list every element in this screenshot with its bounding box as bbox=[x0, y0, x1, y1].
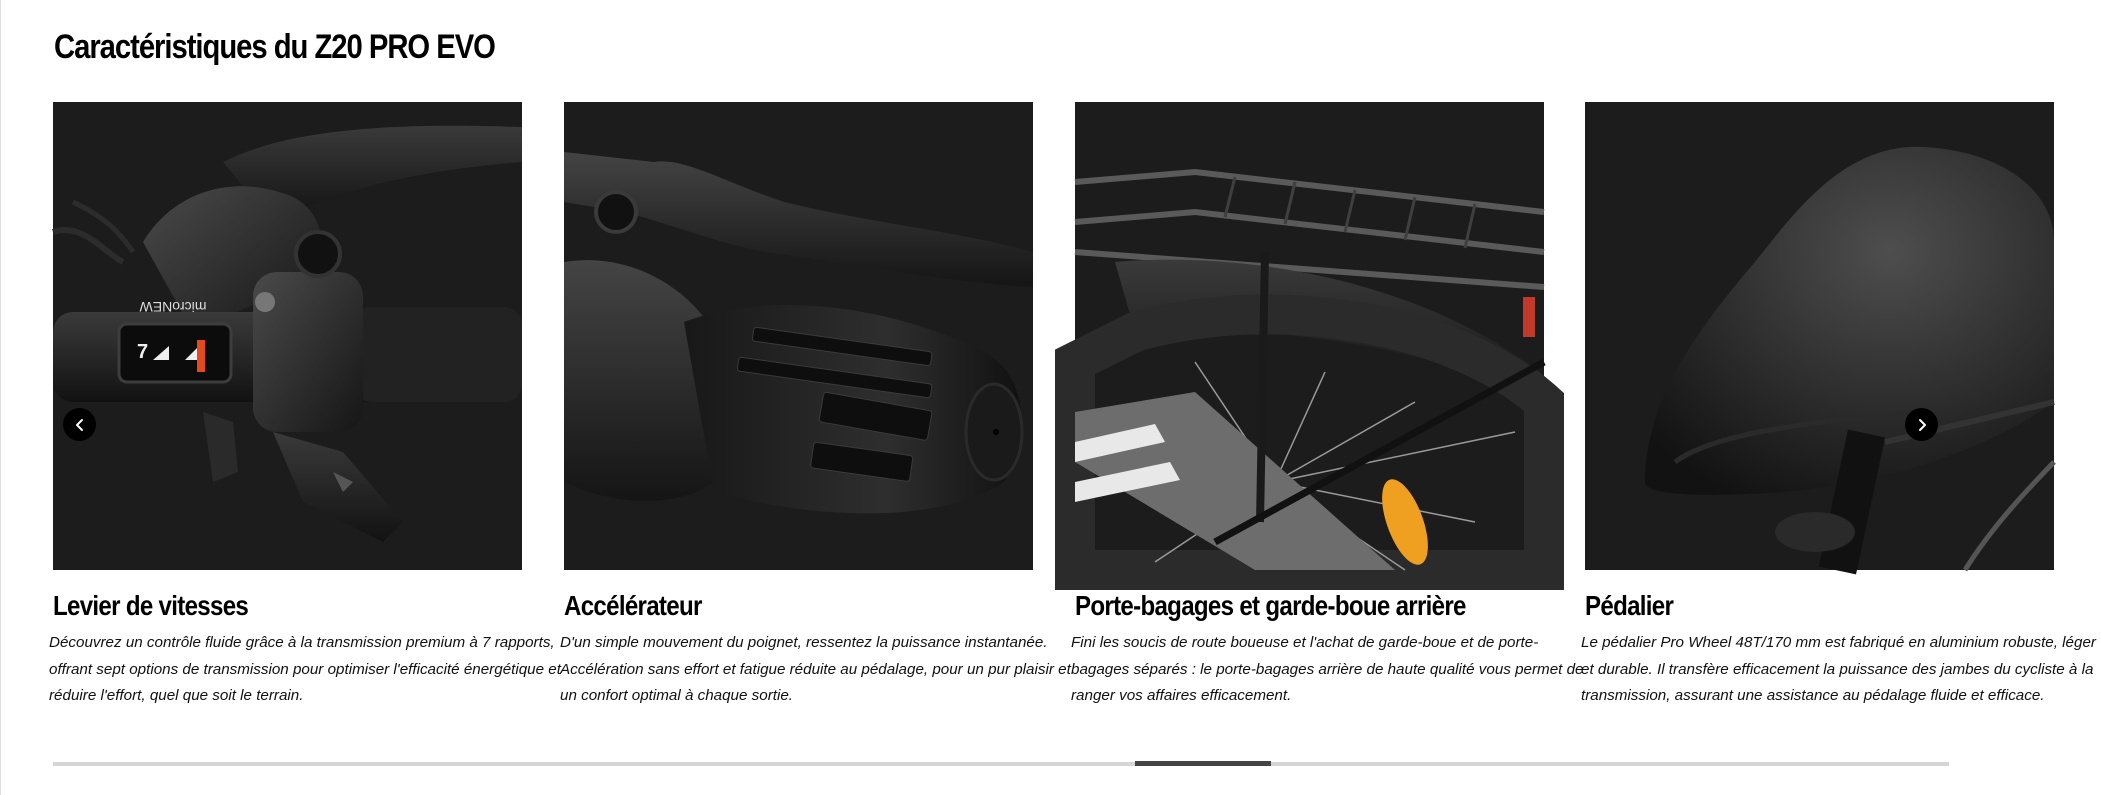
feature-card-crankset[interactable] bbox=[1581, 102, 2096, 710]
feature-card-throttle[interactable] bbox=[560, 102, 1071, 710]
carousel-scrollbar-thumb[interactable] bbox=[1135, 761, 1271, 766]
chevron-right-icon bbox=[1915, 418, 1929, 432]
card-description: D'un simple mouvement du poignet, ressentez la puissance instantanée. Accélération sans effort et fatigue réduite au pédalage, pour un pur plaisir et un confort optimal à chaque sortie. bbox=[560, 634, 1071, 704]
card-description: Fini les soucis de route boueuse et l'achat de garde-boue et de porte-bagages séparés : le porte-bagages arrière de haute qualité vous permet de ranger vos affaires efficacement. bbox=[1071, 634, 1584, 704]
card-title: Porte-bagages et garde-boue arrière bbox=[1075, 590, 1466, 621]
shifter-gear-number: 7 bbox=[137, 341, 149, 363]
chevron-left-icon bbox=[73, 418, 87, 432]
saddle-photo bbox=[1585, 102, 2054, 570]
rear-rack-fender-photo bbox=[1075, 102, 1544, 570]
shifter-brand-text: microNEW bbox=[139, 299, 207, 315]
carousel-next-button[interactable] bbox=[1905, 408, 1938, 441]
feature-card-rear-rack[interactable] bbox=[1071, 102, 1584, 710]
throttle-grip-photo bbox=[564, 102, 1033, 570]
card-title: Accélérateur bbox=[564, 590, 702, 621]
card-description: Découvrez un contrôle fluide grâce à la transmission premium à 7 rapports, offrant sept options de transmission pour optimiser l'efficacité énergétique et réduire l'effort, quel que soit le terrain. bbox=[49, 634, 561, 704]
feature-card-shifter[interactable] bbox=[49, 102, 561, 710]
carousel-prev-button[interactable] bbox=[63, 408, 96, 441]
card-title: Pédalier bbox=[1585, 590, 1674, 621]
section-title: Caractéristiques du Z20 PRO EVO bbox=[54, 28, 495, 66]
card-description: Le pédalier Pro Wheel 48T/170 mm est fabriqué en aluminium robuste, léger et durable. Il transfère efficacement la puissance des jambes du cycliste à la transmission, assurant une assistance au pédalage fluide et efficace. bbox=[1581, 634, 2096, 704]
shifter-lever-photo bbox=[53, 102, 522, 570]
carousel-scrollbar-track[interactable] bbox=[53, 762, 1949, 766]
card-title: Levier de vitesses bbox=[53, 590, 249, 621]
